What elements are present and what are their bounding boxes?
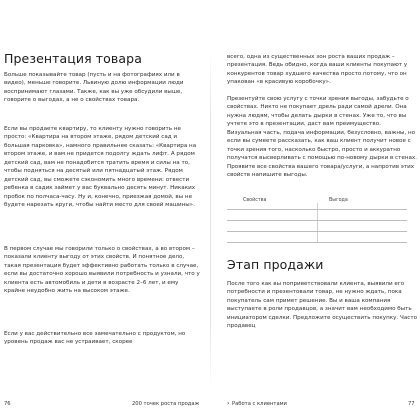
section-heading: Презентация товара (4, 51, 142, 66)
table-row-line (227, 242, 407, 243)
paragraph: Презентуйте свою услугу с точки зрения выгоды, забудьте о свойствах. Никто не покупает дрель ради самой дрели. Она нужна людям, чтобы делать дырки в стенах. Уже то, что вы учтете это в презентации, даст вам преимущество. Визуальная часть, подача информации, безусловно, важны, но если вы сумеете рассказать, как ваш клиент получит новое с точки зрения того, насколько быстро, просто и аккуратно получатся высверливать с помощью по-новому дырки в стенах. Проявите все свойства вашего товара/услуги, а напротив этих свойств напишите выгоды. (227, 96, 418, 179)
table-row-line (227, 231, 407, 232)
table-row-line (227, 209, 407, 210)
table-header-benefits: Выгода (329, 198, 348, 203)
paragraph: После того как вы поприветствовали клиента, выявили его потребности и презентовали товар, не нужно ждать, пока покупатель сам примет решение. Вы и ваша компания выступаете в роли продавцов, а значит вам необходимо быть инициатором сделки. Предложите осуществить покупку. Часто продавец (227, 281, 418, 330)
page-number: 76 (4, 401, 11, 407)
gutter-divider (210, 50, 211, 390)
table-header-properties: Свойства (243, 198, 267, 203)
properties-benefits-table (227, 198, 417, 242)
paragraph: Если у вас действительно все замечательно с продуктом, но уровень продаж вас не устраивает, скорее (4, 331, 186, 346)
paragraph: В первом случае мы говорили только о свойствах, а во втором – показали клиенту выгоду от этих свойств. И понятное дело, такая презентация будет эффективно работать только в случае, если вы достаточно хорошо выявили потребность и узнали, что у клиента есть автомобиль и дети в возрасте 2–6 лет, и ему крайне неудобно жить на высоком этаже. (4, 246, 200, 295)
section-heading: Этап продажи (227, 257, 324, 272)
page-number: 77 (408, 401, 415, 407)
chevron-right-icon: › (227, 400, 230, 407)
paragraph: Больше показывайте товар (пусть и на фотографиях или в видео), меньше говорите. Львиную долю информации люди воспринимают глазами. Также, как вы уже обсудили выше, говорите о выгодах, а не о свойствах товара. (4, 72, 184, 104)
right-page (212, 0, 420, 420)
paragraph: всего, одна из существенных зон роста ваших продаж – презентация. Ведь обидно, когда ваши клиенты покупают у конкурентов товар худшего качества просто потому, что он упакован «в красивую коробочку». (227, 54, 408, 86)
running-head: Работа с клиентами (232, 401, 287, 407)
table-row-line (227, 220, 407, 221)
running-head: 200 точек роста продаж (132, 401, 200, 407)
paragraph: Если вы продаете квартиру, то клиенту нужно говорить не просто: «Квартира на втором этаже, рядом детский сад и большая парковка», намного правильнее сказать: «Квартира на втором этаже, и вам не придется подолгу ждать лифт. А рядом детский сад, вам не понадобится тратить время и силы на то, чтобы подняться на десятый или пятнадцатый этаж. Рядом детский сад, вы сможете сэкономить много времени: отвести ребенка в садик займет у вас буквально десять минут. Никаких пробок по полчаса-часу. Ну и, конечно, приезжая домой, вы не будете нарезать круги, чтобы найти место для своей машины». (4, 126, 197, 209)
